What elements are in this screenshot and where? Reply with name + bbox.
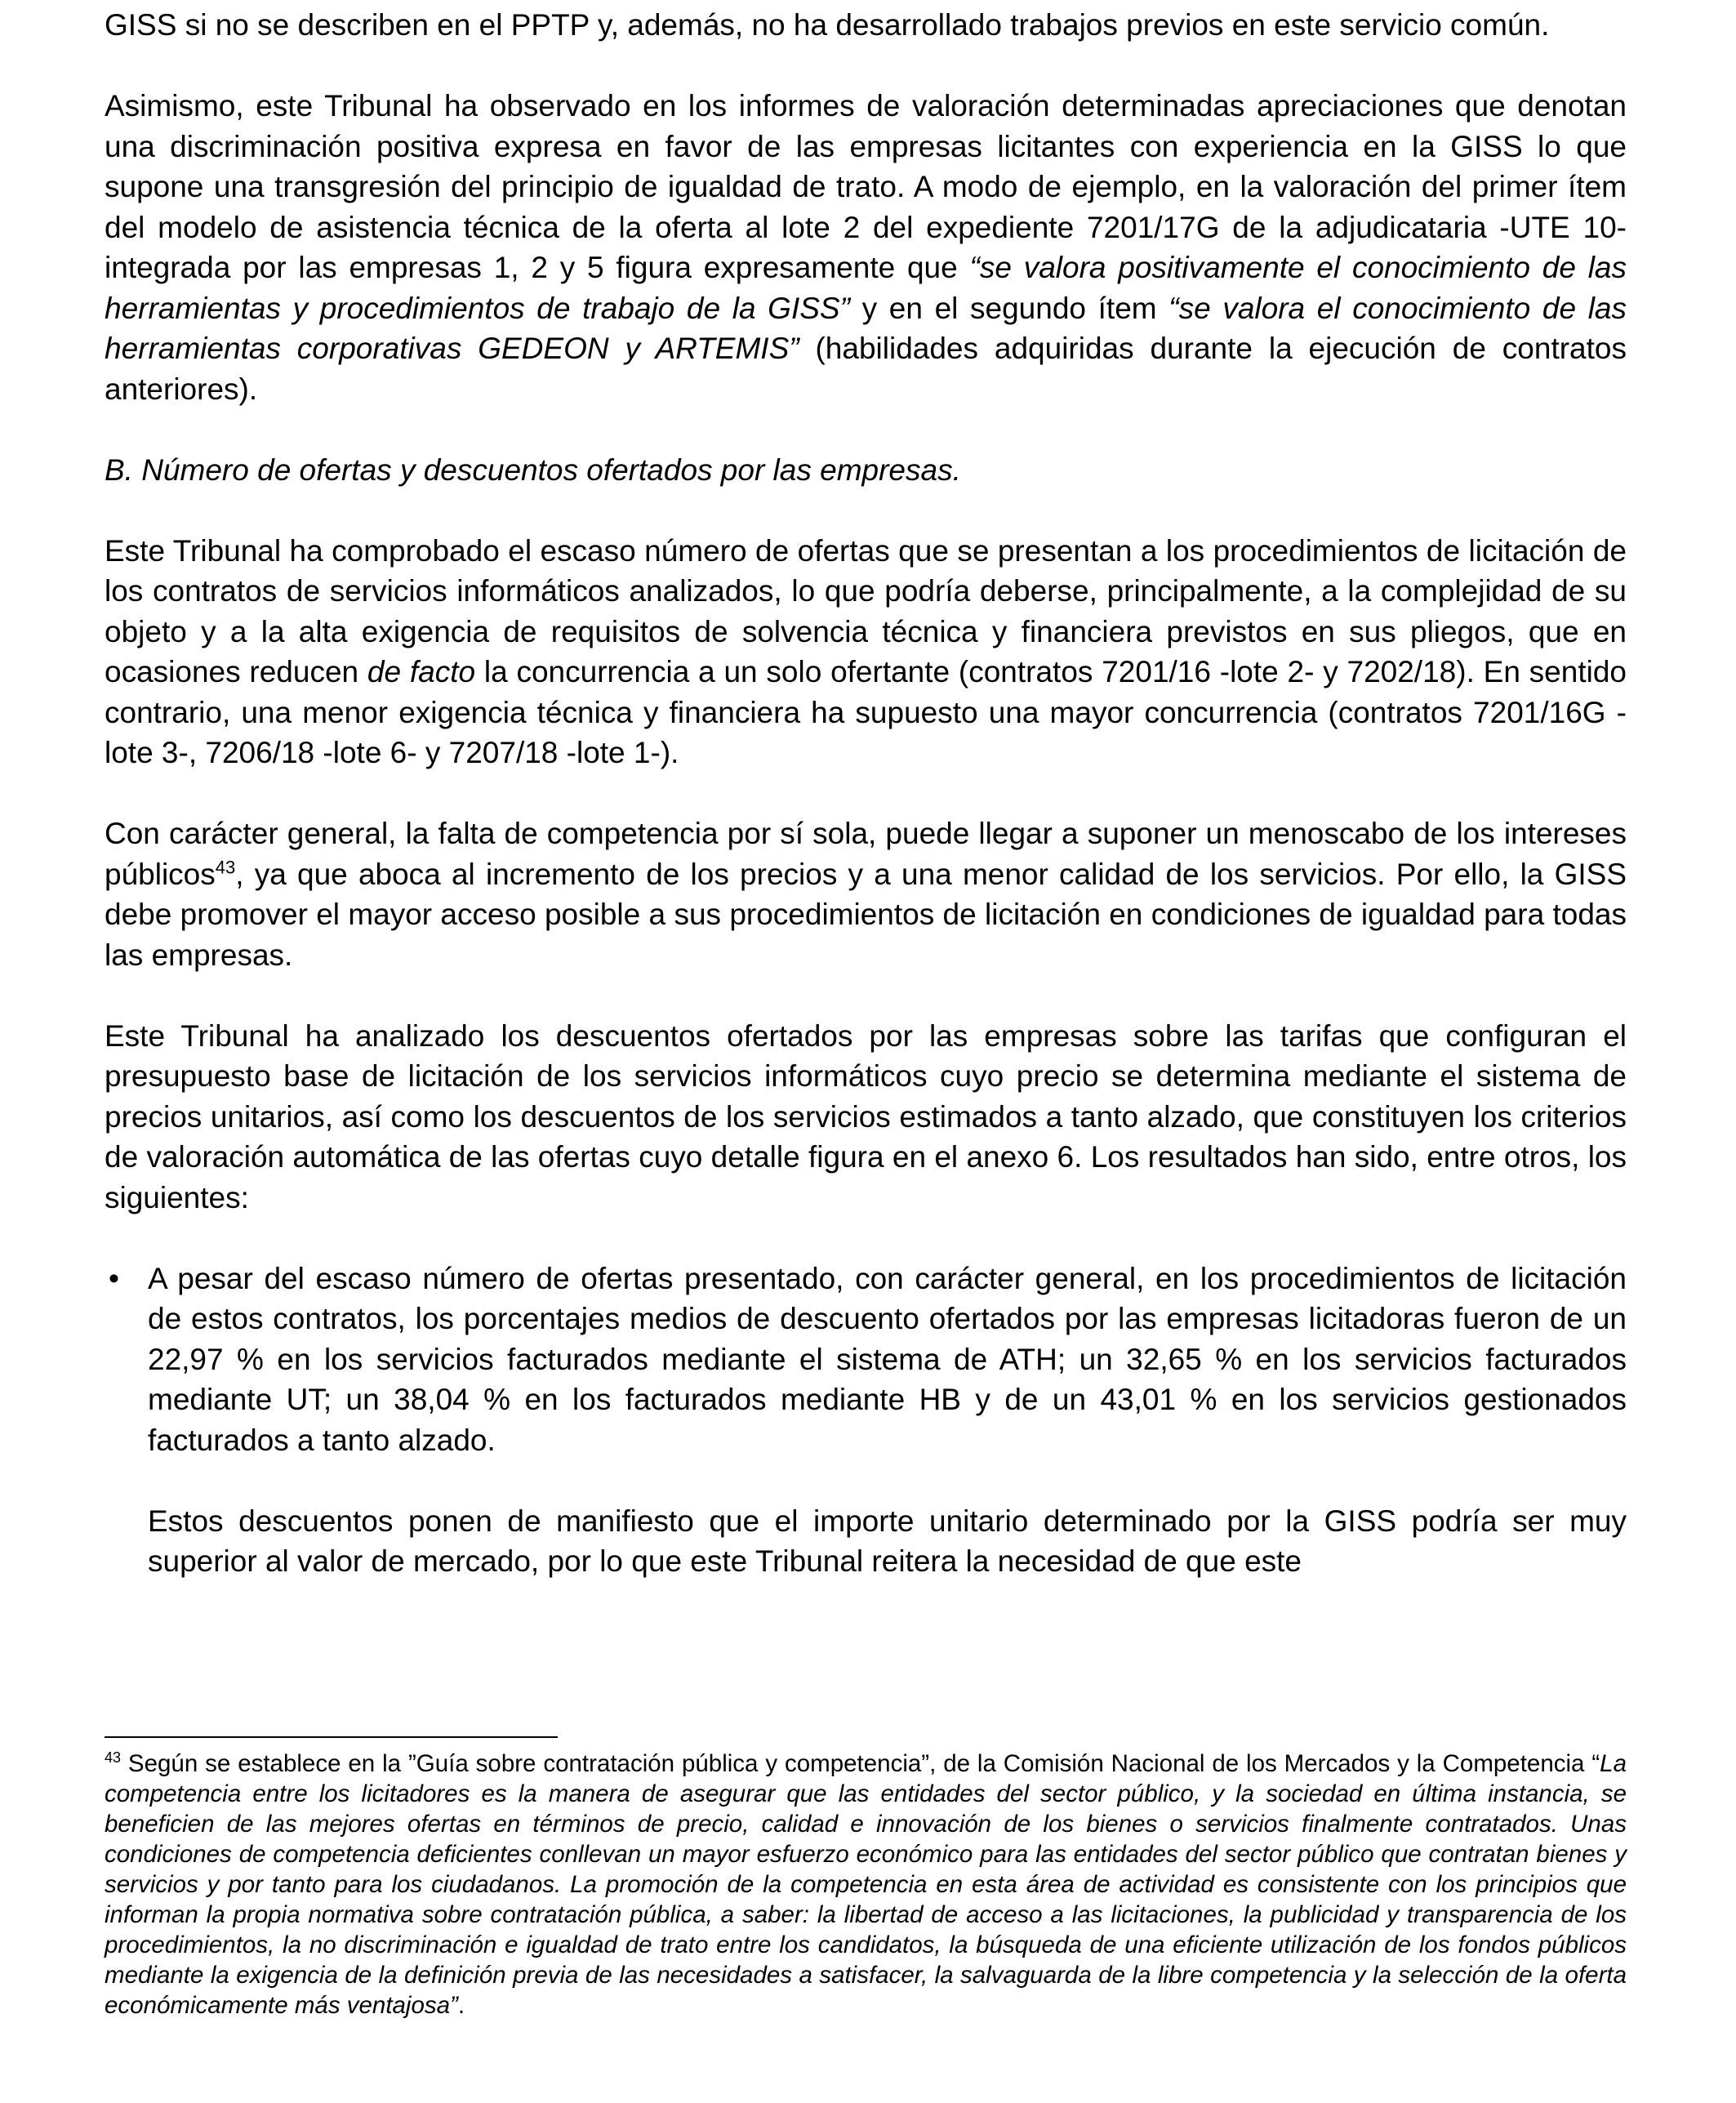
- bullet-icon: •: [109, 1261, 119, 1295]
- footnote-ref[interactable]: 43: [215, 857, 236, 878]
- section-heading: B. Número de ofertas y descuentos ofertados por las empresas.: [105, 452, 961, 487]
- text: Según se establece en la ”Guía sobre contratación pública y competencia”, de la Comisión Nacional de los Mercados y la Competencia “: [121, 1750, 1600, 1777]
- paragraph: [105, 813, 1627, 975]
- footnote-separator: [105, 1736, 558, 1738]
- paragraph: [105, 86, 1627, 409]
- quote: La competencia entre los licitadores es la manera de asegurar que las entidades del sector público, y la sociedad en última instancia, se beneficien de las mejores ofertas en términos de precio, calidad e innovación de los bienes o servicios finalmente contratados. Unas condiciones de competencia deficientes conllevan un mayor esfuerzo económico para las entidades del sector público que contratan bienes y servicios y por tanto para los ciudadanos. La promoción de la competencia en esta área de actividad es consistente con los principios que informan la propia normativa sobre contratación pública, a saber: la libertad de acceso a las licitaciones, la publicidad y transparencia de los procedimientos, la no discriminación e igualdad de trato entre los candidatos, la búsqueda de una eficiente utilización de los fondos públicos mediante la exigencia de la definición previa de las necesidades a satisfacer, la salvaguarda de la libre competencia y la selección de la oferta económicamente más ventajosa”: [105, 1750, 1627, 2019]
- paragraph: Estos descuentos ponen de manifiesto que el importe unitario determinado por la GISS podría ser muy superior al valor de mercado, por lo que este Tribunal reitera la necesidad de que este: [148, 1504, 1627, 1578]
- text: , ya que aboca al incremento de los precios y a una menor calidad de los servicios. Por ello, la GISS debe promover el mayor acceso posible a sus procedimientos de licitación en condiciones de igualdad para todas las empresas.: [105, 857, 1627, 972]
- paragraph: Este Tribunal ha analizado los descuentos ofertados por las empresas sobre las tarifas que configuran el presupuesto base de licitación de los servicios informáticos cuyo precio se determina mediante el sistema de precios unitarios, así como los descuentos de los servicios estimados a tanto alzado, que constituyen los criterios de valoración automática de las ofertas cuyo detalle figura en el anexo 6. Los resultados han sido, entre otros, los siguientes:: [105, 1018, 1627, 1214]
- text: y en el segundo ítem: [849, 291, 1169, 325]
- text: Con carácter general, la falta de competencia por sí sola, puede llegar a suponer un menoscabo de los intereses públicos: [105, 817, 1627, 891]
- document-body: [105, 5, 1627, 1582]
- text: .: [457, 1992, 465, 2019]
- quote: “se valora positivamente el conocimiento de las herramientas y procedimientos de trabajo de la GISS”: [105, 251, 1627, 325]
- text: la concurrencia a un solo ofertante (contratos 7201/16 -lote 2- y 7202/18). En sentido contrario, una menor exigencia técnica y financiera ha supuesto una mayor concurrencia (contratos 7201/16G -lote 3-, 7206/18 -lote 6- y 7207/18 -lote 1-).: [105, 655, 1627, 769]
- paragraph: GISS si no se describen en el PPTP y, además, no ha desarrollado trabajos previos en este servicio común.: [105, 8, 1550, 42]
- text: (habilidades adquiridas durante la ejecución de contratos anteriores).: [105, 332, 1627, 406]
- paragraph: [105, 531, 1627, 773]
- latin-term: de facto: [367, 655, 476, 688]
- text: Asimismo, este Tribunal ha observado en los informes de valoración determinadas apreciaciones que denotan una discriminación positiva expresa en favor de las empresas licitantes con experiencia en la GISS lo que supone una transgresión del principio de igualdad de trato. A modo de ejemplo, en la valoración del primer ítem del modelo de asistencia técnica de la oferta al lote 2 del expediente 7201/17G de la adjudicataria -UTE 10- integrada por las empresas 1, 2 y 5 figura expresamente que: [105, 89, 1627, 284]
- bullet-item: [105, 1259, 1627, 1461]
- quote: “se valora el conocimiento de las herramientas corporativas GEDEON y ARTEMIS”: [105, 291, 1627, 365]
- footnote-number: 43: [105, 1749, 122, 1767]
- text: A pesar del escaso número de ofertas presentado, con carácter general, en los procedimientos de licitación de estos contratos, los porcentajes medios de descuento ofertados por las empresas licitadoras fueron de un 22,97 % en los servicios facturados mediante el sistema de ATH; un 32,65 % en los servicios facturados mediante UT; un 38,04 % en los facturados mediante HB y de un 43,01 % en los servicios gestionados facturados a tanto alzado.: [148, 1261, 1627, 1457]
- text: Este Tribunal ha comprobado el escaso número de ofertas que se presentan a los procedimientos de licitación de los contratos de servicios informáticos analizados, lo que podría deberse, principalmente, a la complejidad de su objeto y a la alta exigencia de requisitos de solvencia técnica y financiera previstos en sus pliegos, que en ocasiones reducen: [105, 533, 1627, 688]
- footnote: [105, 1749, 1627, 2021]
